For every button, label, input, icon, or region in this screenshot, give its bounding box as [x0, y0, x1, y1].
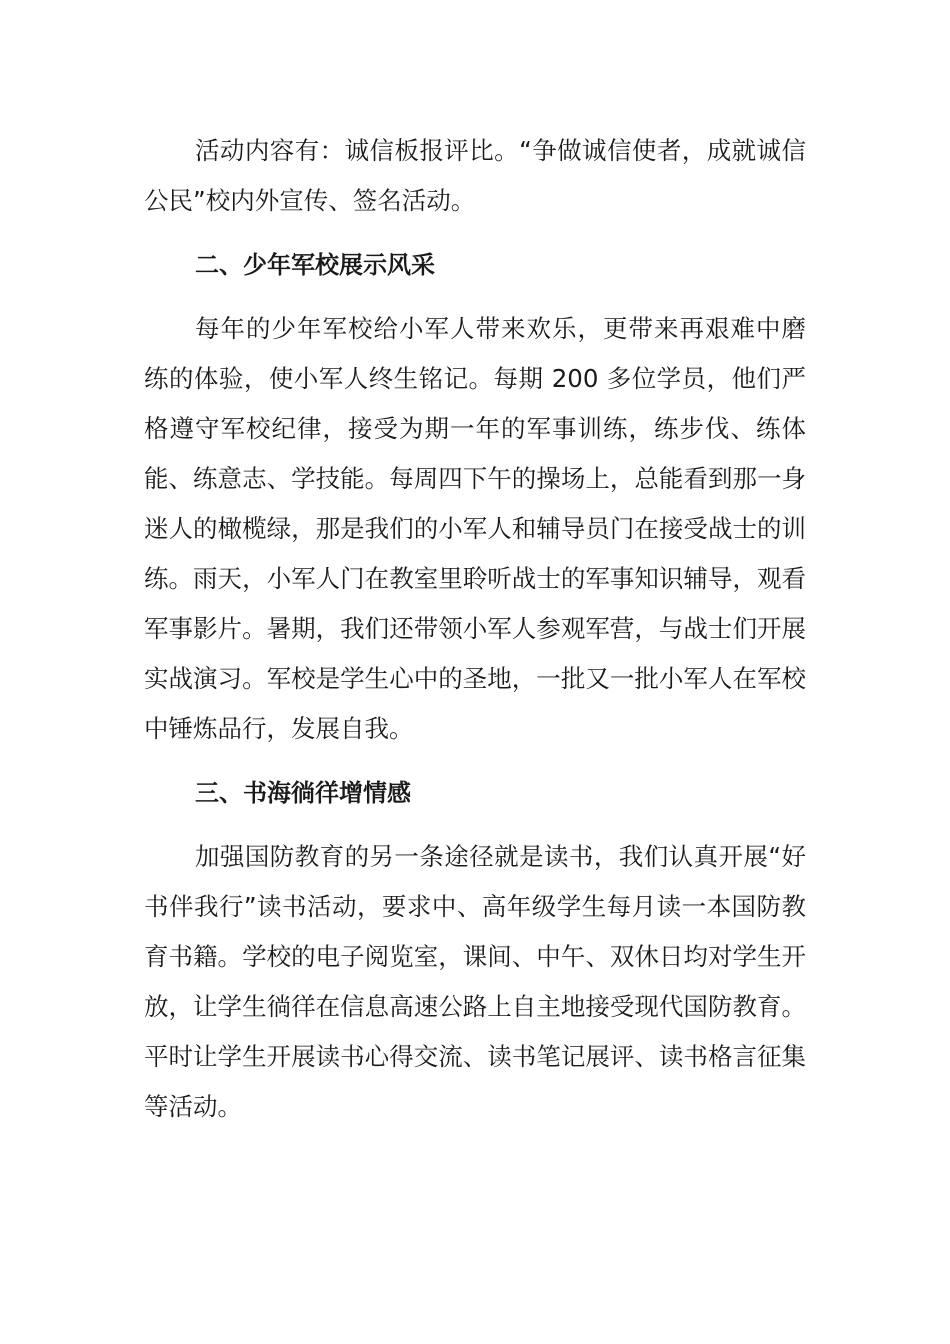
paragraph-reading: 加强国防教育的另一条途径就是读书，我们认真开展“好书伴我行”读书活动，要求中、高年级学生每月读一本国防教育书籍。学校的电子阅览室，课间、中午、双休日均对学生开放，让学生徜徉在信息高速公路上自主地接受现代国防教育。平时让学生开展读书心得交流、读书笔记展评、读书格言征集等活动。 [144, 842, 806, 1121]
section-heading-military-school: 二、少年军校展示风采 [195, 251, 435, 279]
document-body [144, 126, 806, 1146]
paragraph-activities: 活动内容有：诚信板报评比。“争做诚信使者，成就诚信公民”校内外宣传、签名活动。 [144, 136, 806, 215]
section-heading-reading: 三、书海徜徉增情感 [195, 779, 411, 807]
paragraph-military-school: 每年的少年军校给小军人带来欢乐，更带来再艰难中磨练的体验，使小军人终生铭记。每期 200 多位学员，他们严格遵守军校纪律，接受为期一年的军事训练，练步伐、练体能、练意志、学技能。每周四下午的操场上，总能看到那一身迷人的橄榄绿，那是我们的小军人和辅导员门在接受战士的训练。雨天，小军人门在教室里聆听战士的军事知识辅导，观看军事影片。暑期，我们还带领小军人参观军营，与战士们开展实战演习。军校是学生心中的圣地，一批又一批小军人在军校中锤炼品行，发展自我。 [144, 314, 806, 743]
